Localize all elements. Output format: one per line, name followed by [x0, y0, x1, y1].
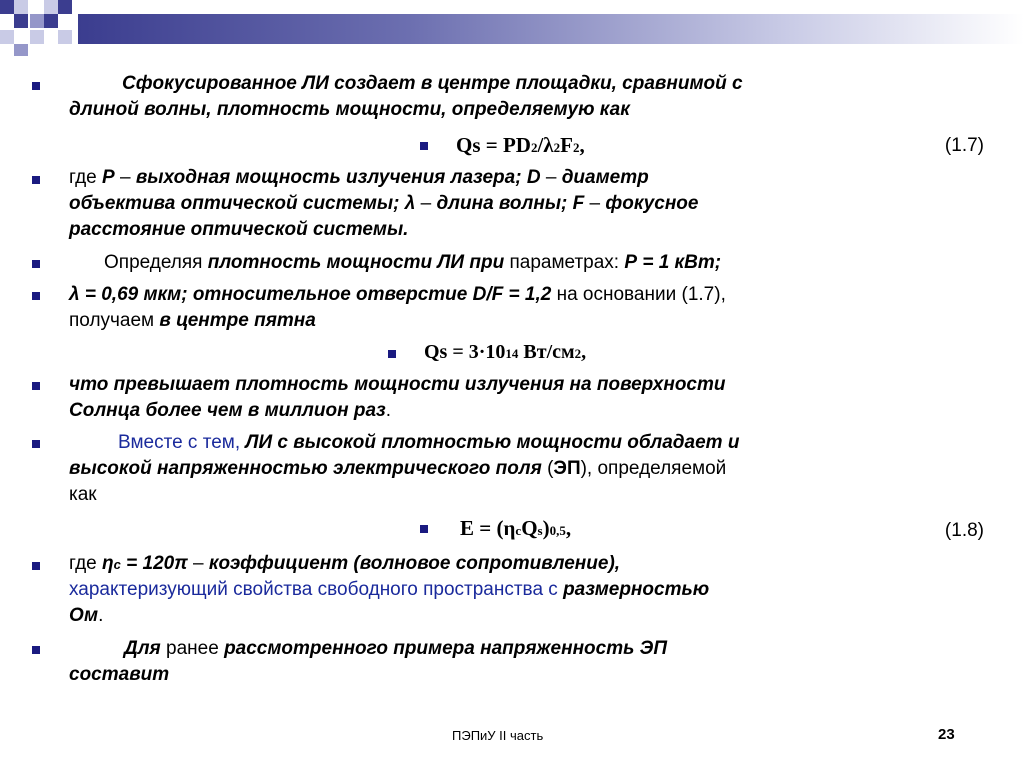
formula-part: , — [581, 341, 587, 363]
formula-part: c — [515, 523, 522, 538]
bullet-icon — [32, 176, 40, 184]
deco-square — [30, 30, 44, 44]
text — [69, 192, 698, 216]
text: составит — [69, 664, 170, 685]
text — [69, 309, 316, 333]
text-part: Ом — [69, 605, 99, 626]
text-part: π — [174, 553, 188, 574]
text: длиной волны, плотность мощности, определяемую как — [69, 99, 630, 120]
text-part: Р — [102, 167, 115, 188]
text-part: ранее — [160, 638, 225, 659]
formula-part: F — [560, 133, 573, 157]
text-part: диаметр — [561, 167, 649, 188]
text-part: . — [98, 605, 104, 626]
text — [69, 552, 620, 577]
formula-part: 2 — [574, 346, 582, 361]
deco-square — [14, 44, 28, 56]
text — [69, 399, 391, 423]
deco-square — [14, 0, 28, 14]
text-part: где — [69, 167, 103, 188]
bullet-icon — [32, 440, 40, 448]
text — [69, 457, 726, 481]
text: как — [69, 484, 97, 505]
formula-part: , — [579, 133, 585, 157]
formula-part: , — [565, 516, 572, 540]
text — [118, 431, 739, 455]
text-part: – — [114, 167, 136, 188]
bullet-icon — [420, 525, 428, 533]
header-gradient-bar — [78, 14, 1024, 44]
text — [104, 251, 721, 275]
deco-square — [58, 0, 72, 14]
text-part: c — [113, 557, 121, 572]
text — [69, 578, 709, 602]
bullet-icon — [388, 350, 396, 358]
deco-square — [0, 30, 14, 44]
text-part: рассмотренного примера напряженность ЭП — [224, 638, 667, 659]
page-number: 23 — [938, 726, 955, 743]
header-decoration — [0, 0, 1024, 56]
text-part: η — [102, 553, 114, 574]
formula-part: Qs = PD — [456, 133, 531, 157]
text-part: в центре пятна — [159, 310, 316, 331]
text — [69, 604, 103, 628]
text: Сфокусированное ЛИ создает в центре площадки, сравнимой с — [122, 73, 743, 94]
deco-square — [58, 30, 72, 44]
equation-number: (1.8) — [944, 520, 984, 541]
formula-part: Вт/см — [518, 341, 575, 363]
text-part: объектива оптической системы; — [69, 193, 405, 214]
text-part: λ — [404, 193, 416, 214]
text-part: параметрах: — [504, 252, 625, 273]
formula-part: E = (η — [460, 516, 516, 540]
formula-part: Q — [521, 516, 538, 540]
text: что превышает плотность мощности излучения на поверхности — [69, 374, 726, 395]
text-part: Р = 1 кВт; — [624, 252, 722, 273]
text-part: размерностью — [563, 579, 710, 600]
formula-part: 14 — [505, 346, 519, 361]
deco-square — [44, 0, 58, 14]
formula-part: 2 — [572, 140, 580, 155]
text-part: D — [526, 167, 541, 188]
text-part: фокусное — [605, 193, 699, 214]
bullet-icon — [32, 292, 40, 300]
text-part: ( — [541, 458, 554, 479]
formula-part: s — [537, 523, 543, 538]
text-part: – — [540, 167, 562, 188]
bullet-icon — [32, 260, 40, 268]
text-part: получаем — [69, 310, 160, 331]
bullet-icon — [32, 646, 40, 654]
text — [69, 283, 726, 307]
text-part: Солнца более чем в миллион раз — [69, 400, 386, 421]
text-part: на основании (1.7), — [551, 284, 726, 305]
formula-1-8 — [460, 516, 571, 541]
deco-square — [44, 14, 58, 28]
formula-part: 2 — [553, 140, 561, 155]
footer-label: ПЭПиУ II часть — [452, 728, 544, 743]
text — [69, 166, 649, 190]
text-part: длина волны; — [436, 193, 573, 214]
deco-square — [0, 0, 14, 14]
text-part: – — [584, 193, 606, 214]
formula-part: 0,5 — [549, 523, 566, 538]
text-part: = 120 — [120, 553, 175, 574]
text-part: . — [385, 400, 391, 421]
bullet-icon — [32, 82, 40, 90]
text-part: ЭП — [553, 458, 581, 479]
bullet-icon — [32, 562, 40, 570]
deco-square — [30, 14, 44, 28]
text-part: плотность мощности ЛИ при — [207, 252, 505, 273]
bullet-icon — [420, 142, 428, 150]
text-part: ), определяемой — [580, 458, 727, 479]
text-part: – — [187, 553, 209, 574]
text-part: выходная мощность излучения лазера; — [135, 167, 527, 188]
formula-1-7 — [456, 133, 585, 158]
text-part: – — [415, 193, 437, 214]
formula-part: ) — [542, 516, 550, 540]
formula-part: /λ — [537, 133, 554, 157]
text-part: λ = 0,69 мкм; относительное отверстие D/F = 1,2 — [69, 284, 552, 305]
deco-square — [14, 14, 28, 28]
equation-number: (1.7) — [944, 135, 984, 156]
text-part: характеризующий свойства свободного пространства с — [69, 579, 564, 600]
text-part: F — [572, 193, 585, 214]
text-part: коэффициент (волновое сопротивление), — [208, 553, 621, 574]
text — [124, 637, 667, 661]
text-part: высокой напряженностью электрического поля — [69, 458, 542, 479]
text-part: Для — [124, 638, 161, 659]
bullet-icon — [32, 382, 40, 390]
formula-part: 2 — [530, 140, 538, 155]
text: расстояние оптической системы. — [69, 219, 409, 240]
text-part: Определяя — [104, 252, 208, 273]
formula-part: Qs = 3·10 — [424, 341, 506, 363]
text-part: Вместе с тем, — [118, 432, 246, 453]
formula-qs-value — [424, 341, 586, 364]
text-part: где — [69, 553, 103, 574]
text-part: ЛИ с высокой плотностью мощности обладает и — [245, 432, 740, 453]
